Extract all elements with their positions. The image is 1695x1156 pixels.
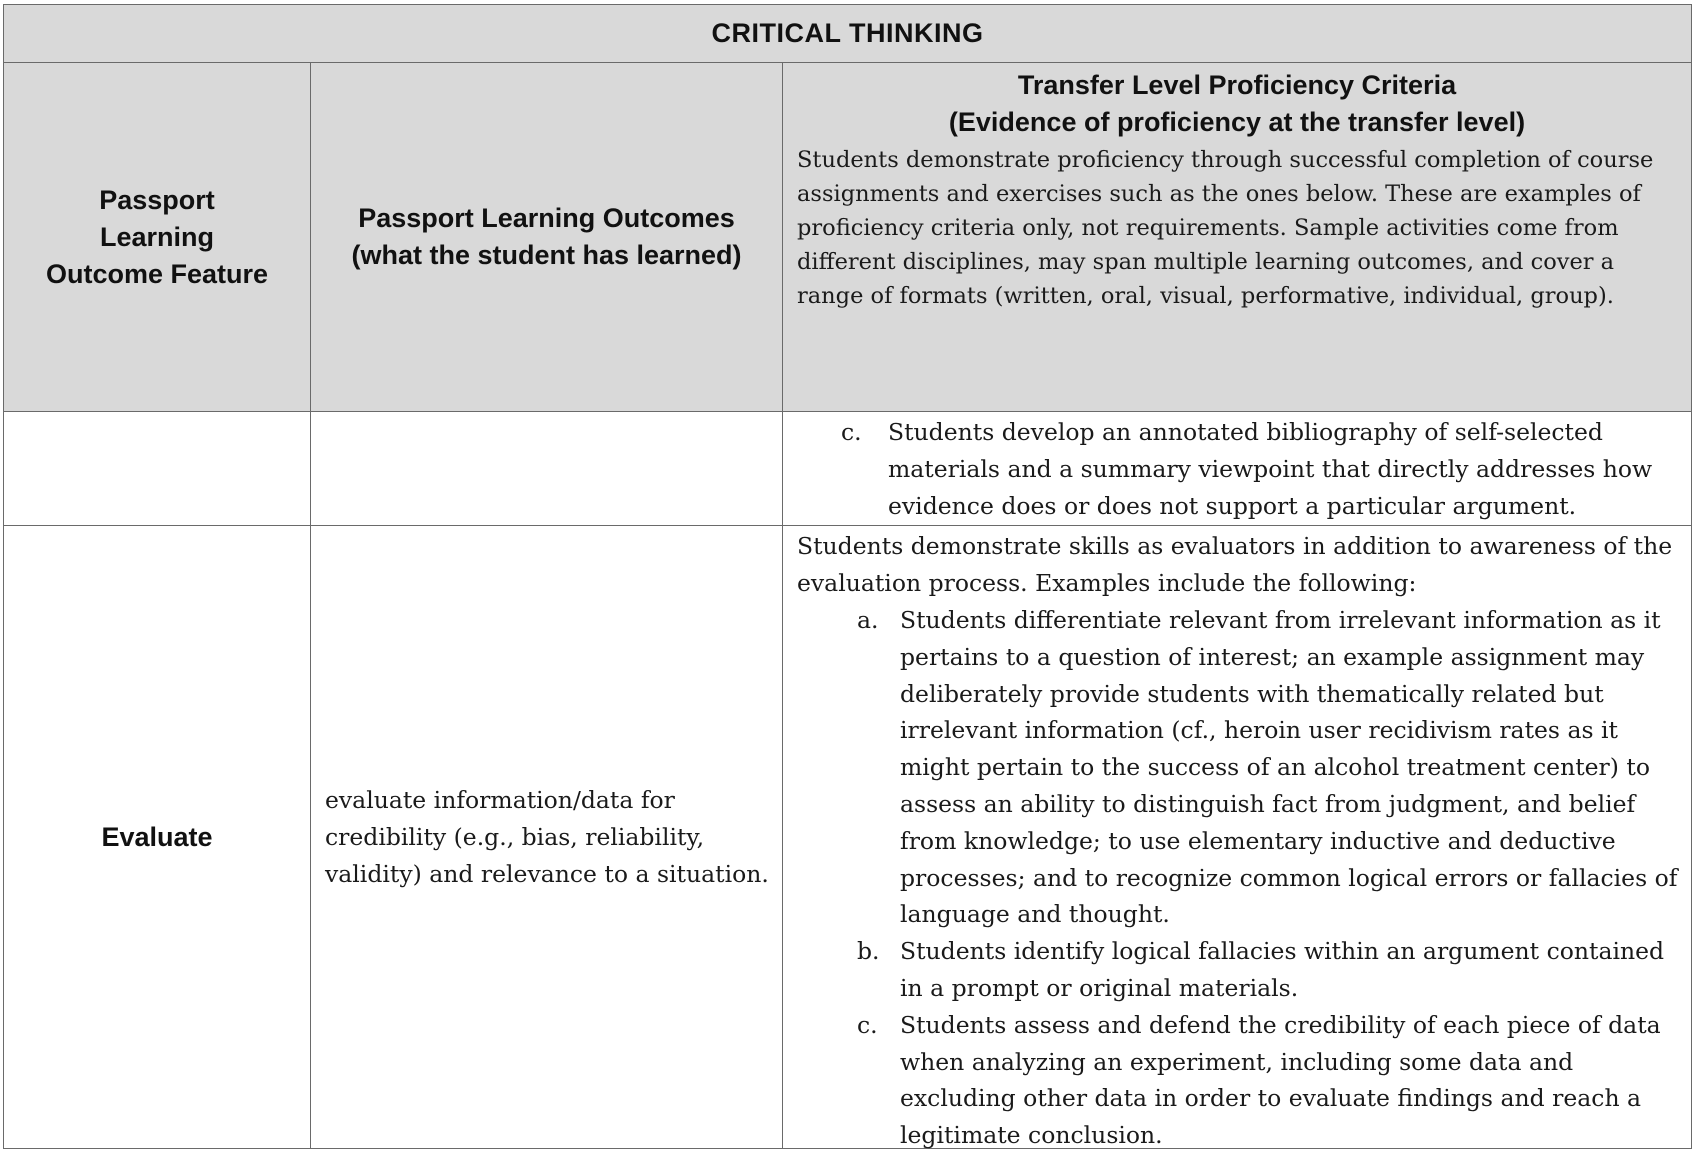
outcome-cell	[311, 412, 783, 525]
feature-cell	[4, 526, 311, 1148]
list-item-text: Students develop an annotated bibliography of self-selected materials and a summary viewpoint that directly addresses how evidence does or does not support a particular argument.	[888, 418, 1653, 520]
criteria-intro: Students demonstrate skills as evaluators in addition to awareness of the evaluation process. Examples include the following:	[797, 532, 1673, 597]
list-item-text: Students differentiate relevant from irrelevant information as it pertains to a question of interest; an example assignment may deliberately provide students with thematically related but irrelevant information (cf., heroin user recidivism rates as it might pertain to the success of an alcohol treatment center) to assess an ability to distinguish fact from judgment, and belief from knowledge; to use elementary inductive and deductive processes; and to recognize common logical errors or fallacies of language and thought.	[900, 606, 1678, 929]
header-feature-label: Passport Learning Outcome Feature	[45, 184, 269, 289]
table-row	[4, 412, 1691, 526]
outcome-text: evaluate information/data for credibility (e.g., bias, reliability, validity) and relevance to a situation.	[325, 786, 769, 888]
list-marker: a.	[857, 606, 879, 634]
header-outcomes-label: Passport Learning Outcomes (what the student has learned)	[351, 203, 742, 270]
list-item	[857, 602, 1683, 933]
header-criteria-description: Students demonstrate proficiency through successful completion of course assignments and exercises such as the ones below. These are examples of proficiency criteria only, not requirements. Sample activities come from different disciplines, may span multiple learning outcomes, and cover a range of formats (written, oral, visual, performative, individual, group).	[797, 147, 1654, 309]
list-item	[841, 414, 1681, 524]
criteria-cell	[783, 526, 1691, 1148]
list-item-text: Students assess and defend the credibility of each piece of data when analyzing an experiment, including some data and excluding other data in order to evaluate findings and reach a legitimate conclusion.	[900, 1010, 1661, 1150]
list-item-text: Students identify logical fallacies within an argument contained in a prompt or original materials.	[900, 937, 1665, 1002]
feature-label: Evaluate	[101, 821, 213, 852]
header-cell-outcomes	[311, 63, 783, 411]
table-row	[4, 526, 1691, 1148]
list-item	[857, 933, 1683, 1007]
criteria-list	[857, 602, 1683, 1154]
outcome-cell	[311, 526, 783, 1148]
critical-thinking-table	[3, 4, 1692, 1149]
header-criteria-title: Transfer Level Proficiency Criteria	[1017, 70, 1457, 100]
header-row	[4, 63, 1691, 412]
list-marker: b.	[857, 937, 880, 966]
feature-cell	[4, 412, 311, 525]
header-criteria-subtitle: (Evidence of proficiency at the transfer level)	[948, 107, 1526, 137]
criteria-cell	[783, 412, 1691, 525]
list-item	[857, 1007, 1683, 1154]
criteria-list	[841, 414, 1681, 524]
list-marker: c.	[841, 418, 862, 446]
table-title: CRITICAL THINKING	[4, 5, 1691, 63]
header-cell-criteria	[783, 63, 1691, 411]
list-marker: c.	[857, 1010, 878, 1039]
header-cell-feature	[4, 63, 311, 411]
